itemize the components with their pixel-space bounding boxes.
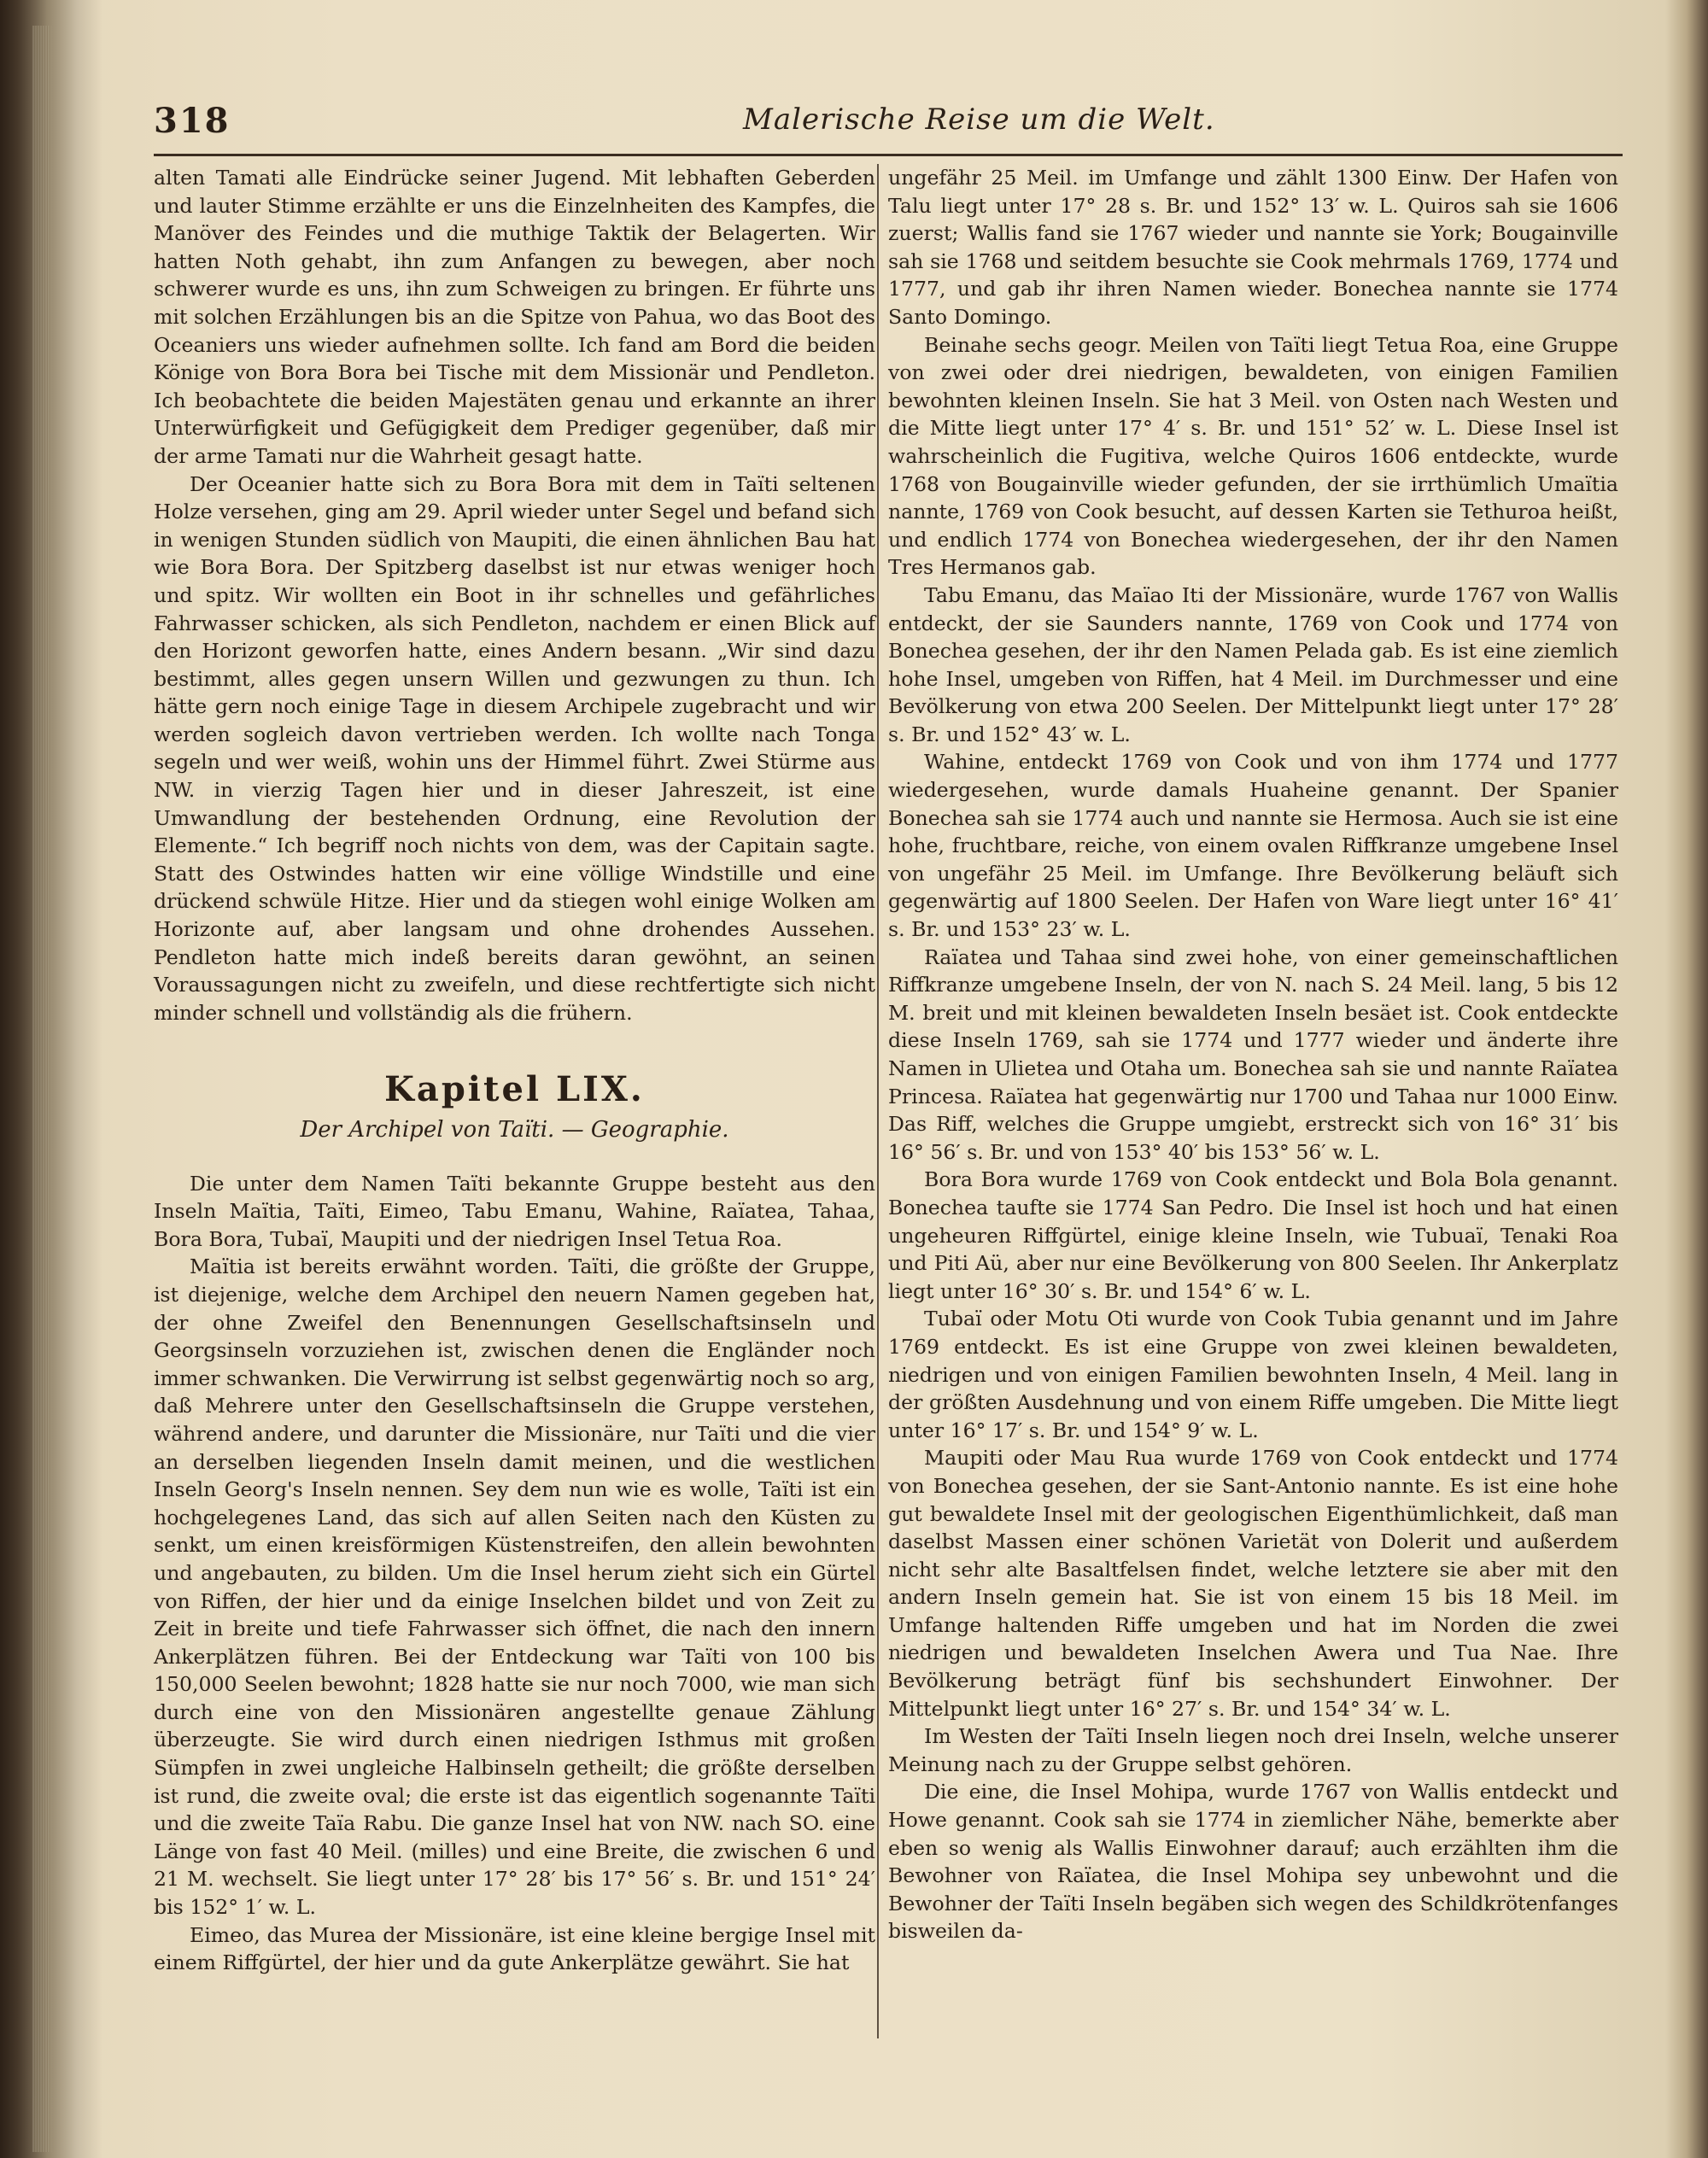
paragraph: Der Oceanier hatte sich zu Bora Bora mit dem in Taïti seltenen Holze versehen, ging am 29. April wieder unter Segel und befand sich in wenigen Stunden südlich von Maupiti, die einen ähnlichen Bau hat wie Bora Bora. Der Spitzberg daselbst ist nur etwas weniger hoch und spitz. Wir wollten ein Boot in ihr schnelles und gefährliches Fahrwasser schicken, als sich Pendleton, nachdem er einen Blick auf den Horizont geworfen hatte, eines Andern besann. „Wir sind dazu bestimmt, alles gegen unsern Willen und gezwungen zu thun. Ich hätte gern noch einige Tage in diesem Archipele zugebracht und wir werden sogleich davon vertrieben werden. Ich wollte nach Tonga segeln und wer weiß, wohin uns der Himmel führt. Zwei Stürme aus NW. in vierzig Tagen hier und in dieser Jahreszeit, ist eine Umwandlung der bestehenden Ordnung, eine Revolution der Elemente.“ Ich begriff noch nichts von dem, was der Capitain sagte. Statt des Ostwindes hatten wir eine völlige Windstille und eine drückend schwüle Hitze. Hier und da stiegen wohl einige Wolken am Horizonte auf, aber langsam und ohne drohendes Aussehen. Pendleton hatte mich indeß bereits daran gewöhnt, an seinen Voraussagungen nicht zu zweifeln, und diese rechtfertigte sich nicht minder schnell und vollständig als die frühern. [154, 471, 875, 1025]
book-page [120, 85, 1618, 2118]
running-title: Malerische Reise um die Welt. [743, 102, 1215, 137]
page-number: 318 [154, 101, 231, 141]
paragraph: alten Tamati alle Eindrücke seiner Jugend. Mit lebhaften Geberden und lauter Stimme erzählte er uns die Einzelnheiten des Kampfes, die Manöver des Feindes und die muthige Taktik der Belagerten. Wir hatten Noth gehabt, ihn zum Anfangen zu bewegen, aber noch schwerer wurde es uns, ihn zum Schweigen zu bringen. Er führte uns mit solchen Erzählungen bis an die Spitze von Pahua, wo das Boot des Oceaniers uns wieder aufnehmen sollte. Ich fand am Bord die beiden Könige von Bora Bora bei Tische mit dem Missionär und Pendleton. Ich beobachtete die beiden Majestäten genau und erkannte an ihrer Unterwürfigkeit und Gefügigkeit dem Prediger gegenüber, daß mir der arme Tamati nur die Wahrheit gesagt hatte. [154, 166, 875, 468]
paragraph: Bora Bora wurde 1769 von Cook entdeckt und Bola Bola genannt. Bonechea taufte sie 1774 San Pedro. Die Insel ist hoch und hat einen ungeheuren Riffgürtel, einige kleine Inseln, wie Tubuaï, Tenaki Roa und Piti Aü, aber nur eine Bevölkerung von 800 Seelen. Ihr Ankerplatz liegt unter 16° 30′ s. Br. und 154° 6′ w. L. [888, 1167, 1618, 1303]
paragraph: Wahine, entdeckt 1769 von Cook und von ihm 1774 und 1777 wiedergesehen, wurde damals Huaheine genannt. Der Spanier Bonechea sah sie 1774 auch und nannte sie Hermosa. Auch sie ist eine hohe, fruchtbare, reiche, von einem ovalen Riffkranze umgebene Insel von ungefähr 25 Meil. im Umfange. Ihre Bevölkerung beläuft sich gegenwärtig auf 1800 Seelen. Der Hafen von Ware liegt unter 16° 41′ s. Br. und 153° 23′ w. L. [888, 750, 1618, 942]
header-rule [154, 154, 1623, 156]
paragraph: Im Westen der Taïti Inseln liegen noch drei Inseln, welche unserer Meinung nach zu der Gruppe selbst gehören. [888, 1724, 1618, 1776]
right-column [888, 164, 1618, 1945]
chapter-subtitle: Der Archipel von Taïti. — Geographie. [300, 1117, 729, 1143]
paragraph: Raïatea und Tahaa sind zwei hohe, von einer gemeinschaftlichen Riffkranze umgebene Inseln, der von N. nach S. 24 Meil. lang, 5 bis 12 M. breit und mit kleinen bewaldeten Inseln besäet ist. Cook entdeckte diese Inseln 1769, sah sie 1774 und 1777 wieder und änderte ihre Namen in Ulietea und Otaha um. Bonechea sah sie und nannte Raïatea Princesa. Raïatea hat gegenwärtig nur 1700 und Tahaa nur 1000 Einw. Das Riff, welches die Gruppe umgiebt, erstreckt sich von 16° 31′ bis 16° 56′ s. Br. und von 153° 40′ bis 153° 56′ w. L. [888, 944, 1618, 1164]
paragraph: Eimeo, das Murea der Missionäre, ist eine kleine bergige Insel mit einem Riffgürtel, der hier und da gute Ankerplätze gewährt. Sie hat [154, 1922, 875, 1975]
paragraph: Tabu Emanu, das Maïao Iti der Missionäre, wurde 1767 von Wallis entdeckt, der sie Saunders nannte, 1769 von Cook und 1774 von Bonechea gesehen, der ihr den Namen Pelada gab. Es ist eine ziemlich hohe Insel, umgeben von Riffen, hat 4 Meil. im Durchmesser und eine Bevölkerung von etwa 200 Seelen. Der Mittelpunkt liegt unter 17° 28′ s. Br. und 152° 43′ w. L. [888, 582, 1618, 746]
column-divider [877, 164, 879, 2038]
paragraph: Maupiti oder Mau Rua wurde 1769 von Cook entdeckt und 1774 von Bonechea gesehen, der sie Sant-Antonio nannte. Es ist eine hohe gut bewaldete Insel mit der geologischen Eigenthümlichkeit, daß man daselbst Massen einer schönen Varietät von Dolerit und außerdem nicht sehr alte Basaltfelsen findet, welche letztere sie aber mit den andern Inseln gemein hat. Sie ist von einem 15 bis 18 Meil. im Umfange haltenden Riffe umgeben und hat im Norden die zwei niedrigen und bewaldeten Inselchen Awera und Tua Nae. Ihre Bevölkerung beträgt fünf bis sechshundert Einwohner. Der Mittelpunkt liegt unter 16° 27′ s. Br. und 154° 34′ w. L. [888, 1446, 1618, 1721]
paragraph: Beinahe sechs geogr. Meilen von Taïti liegt Tetua Roa, eine Gruppe von zwei oder drei niedrigen, bewaldeten, von einigen Familien bewohnten kleinen Inseln. Sie hat 3 Meil. von Osten nach Westen und die Mitte liegt unter 17° 4′ s. Br. und 151° 52′ w. L. Diese Insel ist wahrscheinlich die Fugitiva, welche Quiros 1606 entdeckte, wurde 1768 von Bougainville wieder gefunden, der sie irrthümlich Umaïtia nannte, 1769 von Cook besucht, auf dessen Karten sie Tethuroa heißt, und endlich 1774 von Bonechea wiedergesehen, der ihr den Namen Tres Hermanos gab. [888, 332, 1618, 580]
paragraph: Maïtia ist bereits erwähnt worden. Taïti, die größte der Gruppe, ist diejenige, welche dem Archipel den neuern Namen gegeben hat, der ohne Zweifel den Benennungen Gesellschaftsinseln und Georgsinseln vorzuziehen ist, zwischen denen die Engländer noch immer schwanken. Die Verwirrung ist selbst gegenwärtig noch so arg, daß Mehrere unter den Gesellschaftsinseln die Gruppe verstehen, während andere, und darunter die Missionäre, nur Taïti und die vier an derselben liegenden Inseln damit meinen, und die westlichen Inseln Georg's Inseln nennen. Sey dem nun wie es wolle, Taïti ist ein hochgelegenes Land, das sich auf allen Seiten nach den Küsten zu senkt, um einen kreisförmigen Küstenstreifen, den allein bewohnten und angebauten, zu bilden. Um die Insel herum zieht sich ein Gürtel von Riffen, der hier und da einige Inselchen bildet und von Zeit zu Zeit in breite und tiefe Fahrwasser sich öffnet, die nach den innern Ankerplätzen führen. Bei der Entdeckung war Taïti von 100 bis 150,000 Seelen bewohnt; 1828 hatte sie nur noch 7000, wie man sich durch eine von den Missionären angestellte genaue Zählung überzeugte. Sie wird durch einen niedrigen Isthmus mit großen Sümpfen in zwei ungleiche Halbinseln getheilt; die größte derselben ist rund, die zweite oval; die erste ist das eigentlich sogenannte Taïti und die zweite Taïa Rabu. Die ganze Insel hat von NW. nach SO. eine Länge von fast 40 Meil. (milles) und eine Breite, die zwischen 6 und 21 M. wechselt. Sie liegt unter 17° 28′ bis 17° 56′ s. Br. und 151° 24′ bis 152° 1′ w. L. [154, 1254, 875, 1920]
page-header [154, 101, 1623, 152]
paragraph: Tubaï oder Motu Oti wurde von Cook Tubia genannt und im Jahre 1769 entdeckt. Es ist eine Gruppe von zwei kleinen bewaldeten, niedrigen und von einigen Familien bewohnten Inseln, 4 Meil. lang in der größten Ausdehnung und von einem Riffe umgeben. Die Mitte liegt unter 16° 17′ s. Br. und 154° 9′ w. L. [888, 1307, 1618, 1442]
paragraph: Die eine, die Insel Mohipa, wurde 1767 von Wallis entdeckt und Howe genannt. Cook sah sie 1774 in ziemlicher Nähe, bemerkte aber eben so wenig als Wallis Einwohner darauf; auch erzählten ihm die Bewohner von Raïatea, die Insel Mohipa sey unbewohnt und die Bewohner der Taïti Inseln begäben sich wegen des Schildkrötenfanges bisweilen da- [888, 1780, 1618, 1944]
paragraph: ungefähr 25 Meil. im Umfange und zählt 1300 Einw. Der Hafen von Talu liegt unter 17° 28 s. Br. und 152° 13′ w. L. Quiros sah sie 1606 zuerst; Wallis fand sie 1767 wieder und nannte sie York; Bougainville sah sie 1768 und seitdem besuchte sie Cook mehrmals 1769, 1774 und 1777, und gab ihr ihren Namen wieder. Bonechea nannte sie 1774 Santo Domingo. [888, 166, 1618, 329]
left-column [154, 164, 875, 1977]
gutter-shadow [0, 0, 102, 2158]
paragraph: Die unter dem Namen Taïti bekannte Gruppe besteht aus den Inseln Maïtia, Taïti, Eimeo, Tabu Emanu, Wahine, Raïatea, Tahaa, Bora Bora, Tubaï, Maupiti und der niedrigen Insel Tetua Roa. [154, 1171, 875, 1251]
chapter-title: Kapitel LIX. [384, 1069, 645, 1110]
